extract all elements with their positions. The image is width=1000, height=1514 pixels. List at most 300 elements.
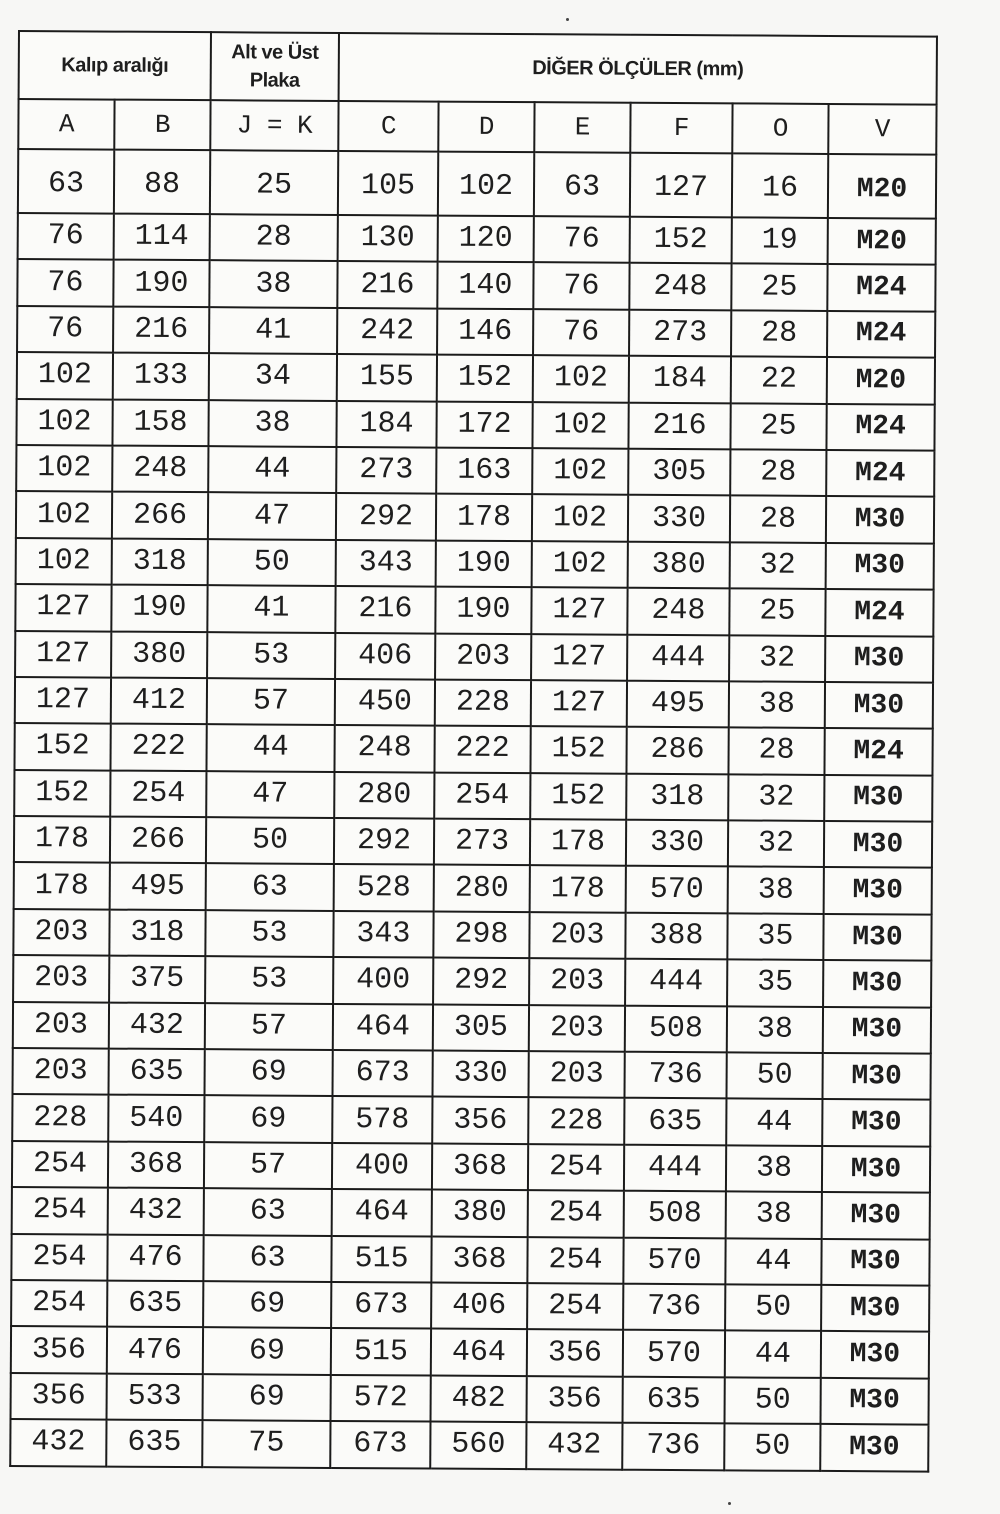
header-group-diger-olculer: DİĞER ÖLÇÜLER (mm) [339,33,937,105]
cell-f: 318 [626,773,728,820]
cell-b: 380 [111,631,207,678]
cell-j-k: 75 [202,1420,330,1467]
cell-e: 432 [526,1422,622,1469]
cell-d: 330 [432,1051,528,1098]
cell-f: 388 [625,913,727,960]
cell-f: 736 [624,1052,726,1099]
cell-j-k: 44 [206,724,334,771]
cell-f: 286 [626,727,728,774]
cell-e: 76 [534,216,630,263]
cell-a: 76 [17,259,113,306]
cell-b: 266 [112,492,208,539]
cell-j-k: 47 [208,493,336,540]
cell-v: M24 [827,311,935,358]
cell-j-k: 69 [204,1049,332,1096]
table-row [16,491,934,543]
cell-d: 102 [438,152,534,217]
cell-d: 163 [436,448,532,495]
cell-v: M30 [822,1146,930,1193]
cell-d: 464 [431,1329,527,1376]
cell-d: 146 [437,308,533,355]
cell-e: 228 [528,1098,624,1145]
table-row [11,1326,929,1378]
cell-d: 305 [433,1004,529,1051]
cell-j-k: 34 [209,353,337,400]
cell-o: 44 [725,1238,821,1285]
cell-d: 222 [434,726,530,773]
cell-o: 16 [732,153,828,218]
cell-f: 273 [629,310,731,357]
cell-o: 50 [725,1377,821,1424]
speck-top [566,18,569,21]
cell-j-k: 69 [203,1328,331,1375]
table-row [12,1048,930,1100]
cell-b: 432 [108,1188,204,1235]
cell-b: 133 [113,353,209,400]
cell-f: 508 [625,1005,727,1052]
cell-j-k: 53 [207,632,335,679]
cell-d: 298 [433,911,529,958]
cell-a: 178 [14,862,110,909]
cell-a: 254 [11,1280,107,1327]
column-header-b: B [114,100,210,151]
cell-e: 203 [529,1005,625,1052]
cell-d: 172 [436,401,532,448]
table-row [12,1187,930,1239]
cell-c: 578 [332,1096,432,1143]
table-row [11,1373,929,1425]
cell-o: 35 [727,913,823,960]
cell-d: 254 [434,772,530,819]
cell-o: 50 [725,1284,821,1331]
cell-a: 356 [11,1326,107,1373]
cell-f: 152 [630,217,732,264]
cell-o: 28 [728,728,824,775]
cell-v: M24 [825,589,933,636]
cell-d: 482 [431,1375,527,1422]
cell-f: 444 [625,959,727,1006]
cell-v: M30 [823,914,931,961]
table-row [15,631,933,683]
cell-e: 254 [528,1190,624,1237]
cell-f: 127 [630,153,732,218]
cell-o: 28 [730,496,826,543]
cell-e: 76 [533,263,629,310]
cell-v: M24 [826,450,934,497]
cell-f: 330 [628,495,730,542]
cell-j-k: 38 [209,261,337,308]
cell-c: 528 [334,864,434,911]
cell-v: M30 [825,682,933,729]
cell-d: 356 [432,1097,528,1144]
cell-c: 515 [331,1236,431,1283]
column-header-f: F [630,103,732,154]
cell-e: 102 [532,402,628,449]
cell-a: 203 [12,1048,108,1095]
cell-a: 102 [16,399,112,446]
cell-o: 22 [731,357,827,404]
cell-b: 318 [109,909,205,956]
cell-v: M30 [822,1192,930,1239]
cell-b: 114 [114,214,210,261]
cell-a: 127 [15,677,111,724]
cell-f: 635 [623,1376,725,1423]
cell-o: 38 [727,1006,823,1053]
cell-f: 216 [628,402,730,449]
table-row [14,862,932,914]
cell-e: 102 [533,355,629,402]
table-row [17,259,935,311]
cell-e: 203 [529,958,625,1005]
cell-e: 203 [528,1051,624,1098]
table-row [16,538,934,590]
table-row [18,149,936,219]
cell-f: 736 [623,1284,725,1331]
cell-j-k: 53 [205,910,333,957]
cell-j-k: 63 [206,864,334,911]
table-row [11,1280,929,1332]
table-row [15,584,933,636]
cell-a: 152 [14,770,110,817]
cell-d: 280 [434,865,530,912]
cell-a: 102 [16,491,112,538]
cell-j-k: 44 [208,446,336,493]
cell-c: 450 [335,679,435,726]
cell-c: 400 [333,957,433,1004]
cell-b: 635 [106,1420,202,1467]
cell-b: 266 [110,817,206,864]
cell-e: 152 [530,773,626,820]
cell-j-k: 63 [203,1235,331,1282]
cell-d: 203 [435,633,531,680]
cell-c: 292 [336,493,436,540]
cell-b: 368 [108,1141,204,1188]
cell-d: 368 [432,1143,528,1190]
cell-f: 305 [628,449,730,496]
cell-j-k: 50 [208,539,336,586]
cell-d: 273 [434,819,530,866]
dimension-table-sheet [9,30,936,1472]
cell-a: 127 [15,584,111,631]
cell-a: 76 [18,213,114,260]
cell-b: 88 [114,150,210,215]
column-header-d: D [438,102,534,153]
cell-a: 203 [13,909,109,956]
cell-o: 50 [726,1052,822,1099]
cell-b: 432 [109,1002,205,1049]
cell-e: 127 [531,634,627,681]
cell-f: 570 [623,1330,725,1377]
cell-e: 356 [527,1376,623,1423]
cell-o: 28 [731,310,827,357]
cell-b: 190 [111,585,207,632]
cell-v: M30 [821,1285,929,1332]
cell-v: M30 [822,1053,930,1100]
cell-d: 190 [436,540,532,587]
table-body [10,149,936,1471]
cell-f: 380 [628,541,730,588]
cell-v: M20 [828,154,936,219]
cell-o: 44 [726,1099,822,1146]
cell-e: 102 [532,448,628,495]
cell-v: M24 [826,404,934,451]
cell-d: 152 [437,355,533,402]
cell-b: 495 [110,863,206,910]
cell-e: 127 [531,680,627,727]
cell-v: M30 [826,543,934,590]
table-row [12,1094,930,1146]
column-header-j-k: J = K [210,100,338,151]
cell-f: 635 [624,1098,726,1145]
cell-d: 368 [431,1236,527,1283]
cell-a: 228 [12,1094,108,1141]
cell-d: 380 [432,1190,528,1237]
cell-a: 254 [12,1187,108,1234]
cell-e: 152 [530,726,626,773]
cell-c: 242 [337,308,437,355]
cell-v: M30 [820,1424,928,1471]
cell-c: 216 [337,261,437,308]
cell-v: M30 [825,635,933,682]
cell-e: 127 [531,587,627,634]
cell-j-k: 69 [203,1374,331,1421]
cell-j-k: 53 [205,956,333,1003]
cell-o: 35 [727,960,823,1007]
cell-c: 464 [333,1004,433,1051]
table-row [18,213,936,265]
cell-b: 248 [112,446,208,493]
cell-a: 203 [13,955,109,1002]
cell-a: 127 [15,631,111,678]
cell-a: 102 [16,538,112,585]
cell-e: 178 [530,866,626,913]
cell-v: M30 [820,1378,928,1425]
cell-e: 76 [533,309,629,356]
column-header-c: C [338,101,438,152]
table-row [14,816,932,868]
cell-b: 635 [108,1049,204,1096]
cell-o: 32 [728,774,824,821]
cell-o: 28 [730,449,826,496]
cell-f: 248 [629,263,731,310]
cell-j-k: 28 [210,214,338,261]
cell-e: 102 [532,541,628,588]
cell-b: 533 [107,1373,203,1420]
cell-o: 25 [730,403,826,450]
cell-o: 44 [725,1331,821,1378]
cell-c: 400 [332,1143,432,1190]
cell-a: 63 [18,149,114,214]
cell-c: 464 [332,1189,432,1236]
cell-v: M24 [827,264,935,311]
cell-c: 184 [336,401,436,448]
cell-e: 254 [527,1283,623,1330]
cell-a: 356 [11,1373,107,1420]
table-row [16,445,934,497]
cell-e: 356 [527,1330,623,1377]
cell-c: 273 [336,447,436,494]
cell-c: 216 [335,586,435,633]
cell-f: 570 [626,866,728,913]
cell-v: M30 [823,1007,931,1054]
table-row [12,1141,930,1193]
cell-v: M24 [824,728,932,775]
cell-j-k: 50 [206,817,334,864]
table-row [11,1234,929,1286]
cell-c: 292 [334,818,434,865]
cell-v: M30 [821,1331,929,1378]
cell-a: 254 [11,1234,107,1281]
table-row [17,352,935,404]
cell-a: 102 [16,445,112,492]
cell-j-k: 57 [205,1003,333,1050]
cell-j-k: 41 [209,307,337,354]
header-group-alt-ust-plaka-label: Alt ve Üst Plaka [231,41,319,92]
header-group-alt-ust-plaka [211,32,339,101]
header-group-row [19,31,937,105]
cell-f: 248 [627,588,729,635]
cell-b: 375 [109,956,205,1003]
cell-v: M20 [828,218,936,265]
cell-v: M30 [822,1099,930,1146]
cell-o: 38 [728,867,824,914]
column-header-a: A [18,99,114,150]
cell-c: 280 [334,772,434,819]
cell-c: 406 [335,632,435,679]
cell-c: 343 [336,540,436,587]
cell-d: 560 [430,1422,526,1469]
cell-e: 254 [527,1237,623,1284]
cell-o: 19 [732,217,828,264]
cell-b: 476 [107,1327,203,1374]
cell-o: 38 [729,681,825,728]
cell-e: 203 [529,912,625,959]
table-row [13,909,931,961]
table-row [13,1002,931,1054]
cell-f: 570 [623,1237,725,1284]
cell-j-k: 25 [210,150,338,215]
header-column-row [18,99,936,155]
cell-d: 120 [438,216,534,263]
cell-a: 254 [12,1141,108,1188]
header-group-kalip-araligi: Kalıp aralığı [19,31,211,100]
cell-c: 673 [332,1050,432,1097]
cell-v: M30 [824,775,932,822]
cell-a: 432 [10,1419,106,1466]
cell-a: 178 [14,816,110,863]
table-row [17,306,935,358]
table-row [14,770,932,822]
cell-b: 540 [108,1095,204,1142]
cell-f: 508 [624,1191,726,1238]
cell-o: 38 [726,1192,822,1239]
cell-e: 254 [528,1144,624,1191]
cell-o: 32 [730,542,826,589]
cell-c: 673 [330,1421,430,1468]
cell-c: 248 [334,725,434,772]
cell-f: 444 [624,1145,726,1192]
cell-b: 222 [110,724,206,771]
cell-j-k: 38 [208,400,336,447]
cell-c: 130 [338,215,438,262]
cell-f: 736 [622,1423,724,1470]
cell-c: 673 [331,1282,431,1329]
cell-f: 184 [629,356,731,403]
table-row [15,677,933,729]
cell-o: 38 [726,1145,822,1192]
cell-o: 32 [728,820,824,867]
cell-b: 158 [112,399,208,446]
column-header-e: E [534,102,630,153]
column-header-v: V [828,104,936,155]
dimension-table [9,30,938,1472]
cell-e: 63 [534,152,630,217]
cell-c: 155 [337,354,437,401]
column-header-o: O [732,103,828,154]
cell-o: 25 [729,588,825,635]
cell-d: 228 [435,679,531,726]
cell-j-k: 69 [203,1281,331,1328]
cell-b: 190 [113,260,209,307]
cell-b: 412 [111,677,207,724]
cell-b: 216 [113,306,209,353]
cell-j-k: 69 [204,1096,332,1143]
cell-d: 190 [435,587,531,634]
cell-j-k: 57 [204,1142,332,1189]
cell-f: 330 [626,820,728,867]
table-row [14,723,932,775]
cell-a: 76 [17,306,113,353]
table-row [13,955,931,1007]
cell-v: M30 [826,496,934,543]
cell-a: 152 [14,723,110,770]
cell-v: M30 [823,960,931,1007]
cell-c: 515 [331,1328,431,1375]
cell-v: M30 [824,821,932,868]
speck-bottom [728,1502,731,1505]
cell-c: 105 [338,151,438,216]
cell-o: 50 [724,1423,820,1470]
cell-a: 102 [17,352,113,399]
cell-b: 254 [110,770,206,817]
cell-b: 635 [107,1281,203,1328]
cell-e: 102 [532,494,628,541]
cell-j-k: 57 [207,678,335,725]
cell-d: 292 [433,958,529,1005]
cell-v: M30 [824,867,932,914]
cell-d: 140 [437,262,533,309]
cell-o: 32 [729,635,825,682]
cell-c: 572 [331,1375,431,1422]
cell-b: 476 [107,1234,203,1281]
table-row [16,399,934,451]
table-row [10,1419,928,1471]
cell-j-k: 41 [207,585,335,632]
cell-d: 406 [431,1283,527,1330]
cell-d: 178 [436,494,532,541]
cell-v: M20 [827,357,935,404]
cell-f: 495 [627,681,729,728]
cell-c: 343 [333,911,433,958]
cell-f: 444 [627,634,729,681]
cell-j-k: 63 [204,1188,332,1235]
cell-o: 25 [731,264,827,311]
cell-b: 318 [112,538,208,585]
cell-v: M30 [821,1239,929,1286]
cell-a: 203 [13,1002,109,1049]
cell-e: 178 [530,819,626,866]
cell-j-k: 47 [206,771,334,818]
